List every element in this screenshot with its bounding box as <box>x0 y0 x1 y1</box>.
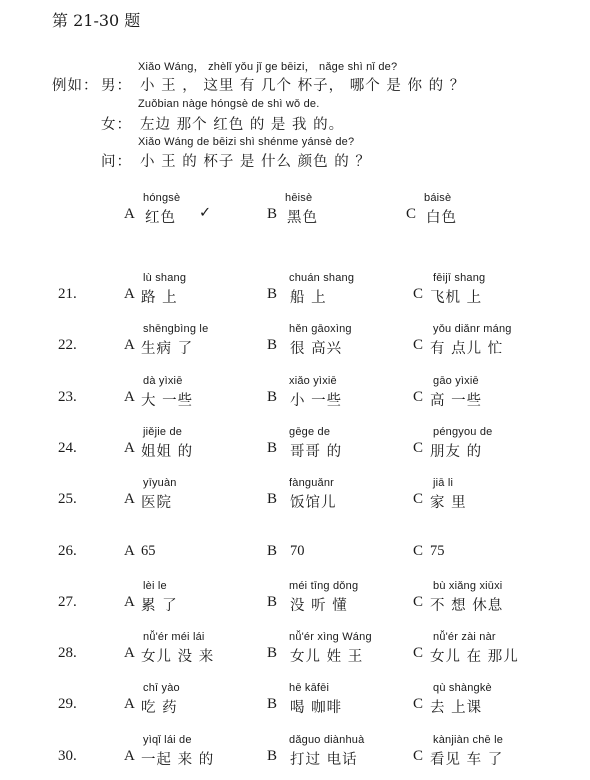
option-b-pinyin: nǚ'ér xìng Wáng <box>289 631 372 643</box>
option-a-letter[interactable]: A <box>124 389 135 405</box>
option-c-text[interactable]: 高 一些 <box>430 393 483 409</box>
question-number: 21. <box>58 286 77 302</box>
option-b-text[interactable]: 打过 电话 <box>290 752 358 768</box>
option-b-letter[interactable]: B <box>267 389 278 405</box>
example-option-c-pinyin: báisè <box>424 192 452 204</box>
example-label: 例如： <box>52 78 99 94</box>
option-c-letter[interactable]: C <box>413 543 424 559</box>
example-speaker-man: 男： <box>101 78 132 94</box>
option-b-pinyin: hē kāfēi <box>289 682 330 694</box>
question-number: 26. <box>58 543 77 559</box>
option-c-letter[interactable]: C <box>413 748 424 764</box>
option-a-pinyin: lèi le <box>143 580 167 592</box>
option-c-pinyin: gāo yìxiē <box>433 375 479 387</box>
option-b-letter[interactable]: B <box>267 337 278 353</box>
question-number: 29. <box>58 696 77 712</box>
option-a-text[interactable]: 姐姐 的 <box>141 444 194 460</box>
question-number: 23. <box>58 389 77 405</box>
option-b-pinyin: dǎguo diànhuà <box>289 734 365 746</box>
example-option-b-text: 黑色 <box>287 210 318 226</box>
option-c-pinyin: bù xiǎng xiūxi <box>433 580 503 592</box>
option-b-text[interactable]: 哥哥 的 <box>290 444 343 460</box>
option-a-pinyin: chī yào <box>143 682 180 694</box>
example-text-question: 小 王 的 杯子 是 什么 颜色 的 ？ <box>140 154 371 170</box>
option-c-letter[interactable]: C <box>413 440 424 456</box>
option-c-text[interactable]: 家 里 <box>430 495 467 511</box>
option-c-letter[interactable]: C <box>413 594 424 610</box>
option-c-letter[interactable]: C <box>413 337 424 353</box>
option-b-text[interactable]: 饭馆儿 <box>290 495 337 511</box>
option-a-text[interactable]: 大 一些 <box>141 393 194 409</box>
option-a-text[interactable]: 女儿 没 来 <box>141 649 215 665</box>
option-c-text[interactable]: 去 上课 <box>430 700 483 716</box>
option-b-text[interactable]: 70 <box>290 543 305 559</box>
example-pinyin-question: Xiǎo Wáng de bēizi shì shénme yánsè de? <box>138 136 355 148</box>
example-option-a-text: 红色 <box>145 210 176 226</box>
option-a-letter[interactable]: A <box>124 696 135 712</box>
option-a-pinyin: yìqǐ lái de <box>143 734 192 746</box>
example-option-c-letter: C <box>406 206 417 222</box>
example-option-a-letter: A <box>124 206 135 222</box>
example-text-man: 小 王 ， 这里 有 几个 杯子， 哪个 是 你 的 ？ <box>140 78 466 94</box>
example-pinyin-man: Xiǎo Wáng， zhèlǐ yǒu jǐ ge bēizi， nǎge shì nǐ de? <box>138 61 398 73</box>
example-option-a-pinyin: hóngsè <box>143 192 181 204</box>
option-a-text[interactable]: 吃 药 <box>141 700 178 716</box>
option-c-pinyin: kànjiàn chē le <box>433 734 504 746</box>
option-c-text[interactable]: 朋友 的 <box>430 444 483 460</box>
option-c-letter[interactable]: C <box>413 645 424 661</box>
option-b-pinyin: fànguǎnr <box>289 477 335 489</box>
option-a-letter[interactable]: A <box>124 594 135 610</box>
option-c-pinyin: qù shàngkè <box>433 682 492 694</box>
option-a-text[interactable]: 65 <box>141 543 156 559</box>
option-b-pinyin: xiǎo yìxiē <box>289 375 337 387</box>
option-c-pinyin: péngyou de <box>433 426 493 438</box>
option-b-pinyin: chuán shang <box>289 272 355 284</box>
option-c-text[interactable]: 不 想 休息 <box>430 598 504 614</box>
option-b-pinyin: hěn gāoxìng <box>289 323 352 335</box>
option-c-letter[interactable]: C <box>413 286 424 302</box>
option-b-letter[interactable]: B <box>267 594 278 610</box>
option-b-letter[interactable]: B <box>267 748 278 764</box>
option-a-letter[interactable]: A <box>124 440 135 456</box>
option-a-text[interactable]: 医院 <box>141 495 172 511</box>
option-a-text[interactable]: 一起 来 的 <box>141 752 215 768</box>
option-a-letter[interactable]: A <box>124 491 135 507</box>
example-option-b-letter: B <box>267 206 278 222</box>
option-c-pinyin: fēijī shang <box>433 272 486 284</box>
option-a-text[interactable]: 生病 了 <box>141 341 194 357</box>
option-a-letter[interactable]: A <box>124 286 135 302</box>
option-b-letter[interactable]: B <box>267 440 278 456</box>
example-option-b-pinyin: hēisè <box>285 192 313 204</box>
option-a-pinyin: yīyuàn <box>143 477 177 489</box>
option-a-pinyin: shēngbìng le <box>143 323 209 335</box>
option-a-pinyin: nǚ'ér méi lái <box>143 631 205 643</box>
question-number: 25. <box>58 491 77 507</box>
option-a-letter[interactable]: A <box>124 337 135 353</box>
option-c-pinyin: jiā li <box>433 477 454 489</box>
option-a-letter[interactable]: A <box>124 645 135 661</box>
question-number: 22. <box>58 337 77 353</box>
option-a-letter[interactable]: A <box>124 748 135 764</box>
option-c-text[interactable]: 有 点儿 忙 <box>430 341 504 357</box>
option-c-pinyin: nǚ'ér zài nàr <box>433 631 496 643</box>
option-b-pinyin: méi tīng dǒng <box>289 580 359 592</box>
option-a-text[interactable]: 累 了 <box>141 598 178 614</box>
option-b-text[interactable]: 很 高兴 <box>290 341 343 357</box>
option-b-text[interactable]: 船 上 <box>290 290 327 306</box>
option-b-text[interactable]: 女儿 姓 王 <box>290 649 364 665</box>
example-option-c-text: 白色 <box>426 210 457 226</box>
option-b-pinyin: gēge de <box>289 426 331 438</box>
question-number: 27. <box>58 594 77 610</box>
option-a-pinyin: dà yìxiē <box>143 375 183 387</box>
option-c-text[interactable]: 75 <box>430 543 445 559</box>
example-speaker-woman: 女： <box>101 117 132 133</box>
option-b-text[interactable]: 小 一些 <box>290 393 343 409</box>
question-number: 24. <box>58 440 77 456</box>
option-a-letter[interactable]: A <box>124 543 135 559</box>
option-b-letter[interactable]: B <box>267 286 278 302</box>
option-c-text[interactable]: 飞机 上 <box>430 290 483 306</box>
option-b-letter[interactable]: B <box>267 543 278 559</box>
check-mark-icon: ✓ <box>199 205 213 221</box>
option-c-text[interactable]: 女儿 在 那儿 <box>430 649 519 665</box>
option-c-letter[interactable]: C <box>413 389 424 405</box>
option-b-letter[interactable]: B <box>267 645 278 661</box>
example-pinyin-woman: Zuǒbian nàge hóngsè de shì wǒ de. <box>138 98 320 110</box>
option-b-letter[interactable]: B <box>267 491 278 507</box>
question-number: 28. <box>58 645 77 661</box>
option-c-text[interactable]: 看见 车 了 <box>430 752 504 768</box>
section-title: 第 21-30 题 <box>52 11 141 30</box>
option-a-text[interactable]: 路 上 <box>141 290 178 306</box>
option-b-text[interactable]: 喝 咖啡 <box>290 700 343 716</box>
option-c-pinyin: yǒu diǎnr máng <box>433 323 512 335</box>
option-a-pinyin: lù shang <box>143 272 187 284</box>
question-number: 30. <box>58 748 77 764</box>
option-c-letter[interactable]: C <box>413 696 424 712</box>
option-b-letter[interactable]: B <box>267 696 278 712</box>
option-c-letter[interactable]: C <box>413 491 424 507</box>
option-a-pinyin: jiějie de <box>143 426 183 438</box>
option-b-text[interactable]: 没 听 懂 <box>290 598 348 614</box>
example-speaker-question: 问： <box>101 154 132 170</box>
example-text-woman: 左边 那个 红色 的 是 我 的。 <box>140 117 345 133</box>
